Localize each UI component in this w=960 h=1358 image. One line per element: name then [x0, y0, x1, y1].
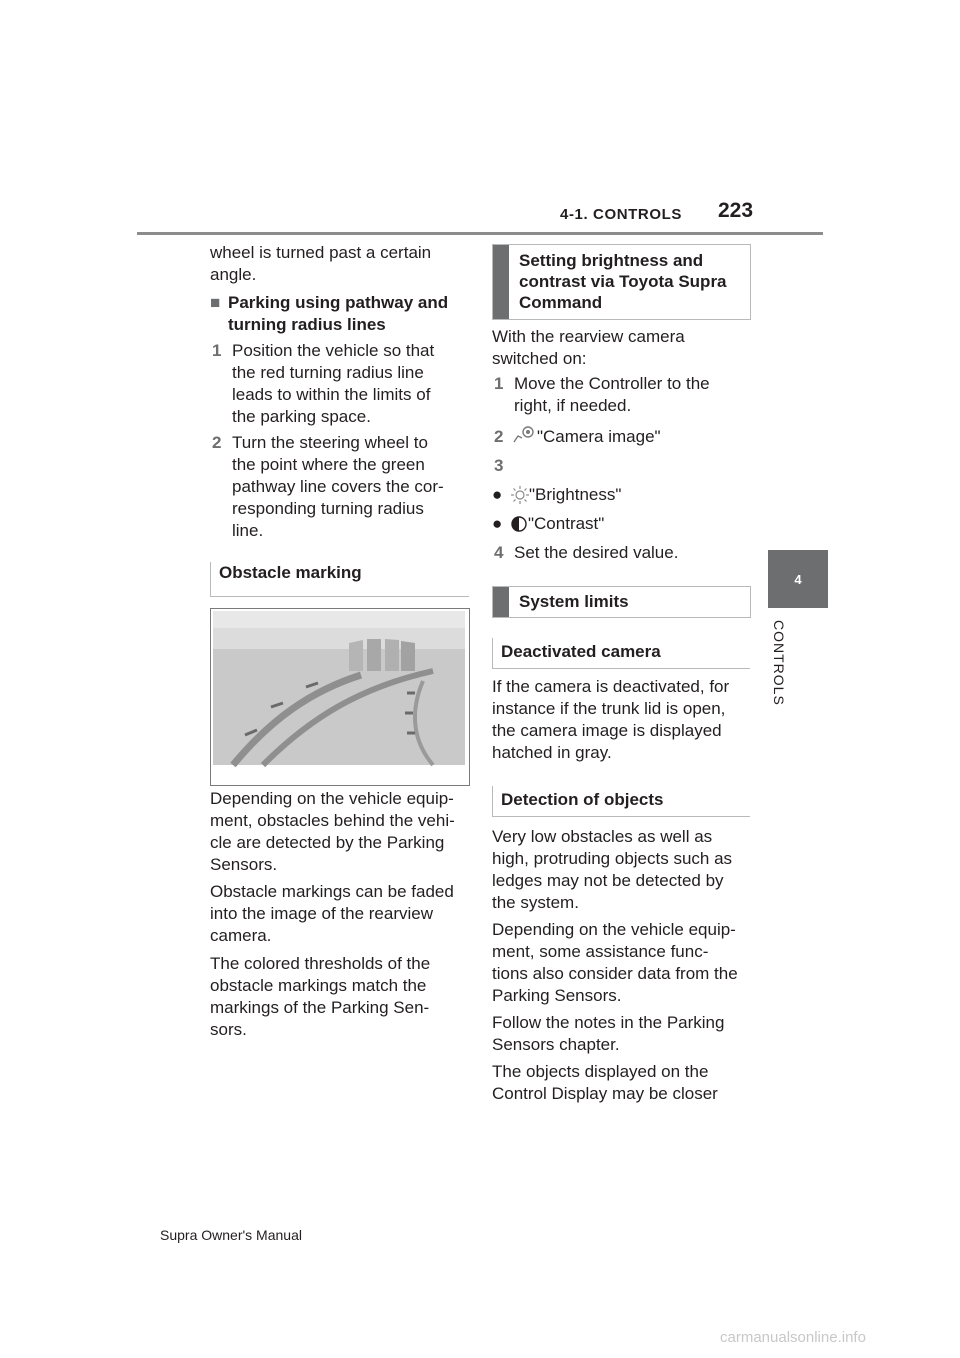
step1-line-3: leads to within the limits of — [232, 385, 431, 404]
page-number: 223 — [718, 199, 754, 222]
intro-line-2: angle. — [210, 265, 257, 284]
detection2-line-3: tions also consider data from the — [492, 964, 738, 983]
section-title: 4-1. CONTROLS — [560, 206, 682, 223]
r-step1-line-2: right, if needed. — [514, 396, 632, 415]
r-step2-text: "Camera image" — [537, 427, 661, 446]
subheading-marker: ■ — [210, 293, 221, 312]
intro-line-1: wheel is turned past a certain — [210, 243, 432, 262]
para1-line-2: ment, obstacles behind the vehi- — [210, 811, 455, 830]
para3-line-4: sors. — [210, 1020, 247, 1039]
para2-line-2: into the image of the rearview — [210, 904, 434, 923]
step-number-2: 2 — [212, 433, 222, 452]
step2-line-4: responding turning radius — [232, 499, 424, 518]
detection2-line-1: Depending on the vehicle equip- — [492, 920, 736, 939]
deactivated-line-2: instance if the trunk lid is open, — [492, 699, 726, 718]
r-step-number-2: 2 — [494, 427, 504, 446]
step2-line-1: Turn the steering wheel to — [232, 433, 428, 452]
brightness-heading-line-1: Setting brightness and — [519, 251, 704, 270]
rearview-camera-illustration — [210, 608, 470, 786]
header-rule — [137, 232, 823, 235]
bullet-marker-2: ● — [492, 514, 503, 533]
r-step1-line-1: Move the Controller to the — [514, 374, 710, 393]
detection4-line-2: Control Display may be closer — [492, 1084, 718, 1103]
bullet2-text: "Contrast" — [528, 514, 605, 533]
camera-image-icon — [512, 424, 536, 444]
para3-line-2: obstacle markings match the — [210, 976, 427, 995]
brightness-heading-line-2: contrast via Toyota Supra — [519, 272, 727, 291]
bullet1-text: "Brightness" — [529, 485, 622, 504]
deactivated-line-3: the camera image is displayed — [492, 721, 722, 740]
detection-of-objects-heading: Detection of objects — [492, 786, 750, 817]
system-limits-heading — [492, 586, 751, 618]
step1-line-4: the parking space. — [232, 407, 371, 426]
brightness-heading-line-3: Command — [519, 293, 603, 312]
footer-manual-title: Supra Owner's Manual — [160, 1227, 302, 1243]
step2-line-5: line. — [232, 521, 264, 540]
r-step-number-4: 4 — [494, 543, 504, 562]
para3-line-1: The colored thresholds of the — [210, 954, 431, 973]
chapter-tab-label: CONTROLS — [771, 620, 787, 706]
para3-line-3: markings of the Parking Sen- — [210, 998, 430, 1017]
heading-bar — [493, 587, 509, 617]
para2-line-1: Obstacle markings can be faded — [210, 882, 454, 901]
subheading-line-2: turning radius lines — [228, 315, 386, 334]
heading-bar — [493, 245, 509, 319]
subheading-line-1: Parking using pathway and — [228, 293, 449, 312]
para2-line-3: camera. — [210, 926, 272, 945]
step2-line-3: pathway line covers the cor- — [232, 477, 444, 496]
detection2-line-2: ment, some assistance func- — [492, 942, 709, 961]
step2-line-2: the point where the green — [232, 455, 425, 474]
detection3-line-2: Sensors chapter. — [492, 1035, 620, 1054]
with-camera-line-1: With the rearview camera — [492, 327, 685, 346]
with-camera-line-2: switched on: — [492, 349, 587, 368]
deactivated-line-1: If the camera is deactivated, for — [492, 677, 730, 696]
step-number-1: 1 — [212, 341, 222, 360]
step1-line-1: Position the vehicle so that — [232, 341, 435, 360]
detection4-line-1: The objects displayed on the — [492, 1062, 709, 1081]
detection1-line-3: ledges may not be detected by — [492, 871, 724, 890]
deactivated-line-4: hatched in gray. — [492, 743, 612, 762]
detection1-line-2: high, protruding objects such as — [492, 849, 733, 868]
para1-line-3: cle are detected by the Parking — [210, 833, 445, 852]
detection1-line-4: the system. — [492, 893, 579, 912]
step1-line-2: the red turning radius line — [232, 363, 424, 382]
detection2-line-4: Parking Sensors. — [492, 986, 622, 1005]
r-step-number-3: 3 — [494, 456, 504, 475]
detection1-line-1: Very low obstacles as well as — [492, 827, 713, 846]
detection3-line-1: Follow the notes in the Parking — [492, 1013, 725, 1032]
bullet-marker-1: ● — [492, 485, 503, 504]
para1-line-1: Depending on the vehicle equip- — [210, 789, 454, 808]
chapter-tab: 4 — [768, 550, 828, 608]
camera-view-graphic — [211, 609, 467, 783]
obstacle-marking-heading: Obstacle marking — [210, 562, 469, 597]
brightness-icon — [510, 485, 530, 505]
r-step-number-1: 1 — [494, 374, 504, 393]
brightness-contrast-heading — [492, 244, 751, 320]
r-step4-text: Set the desired value. — [514, 543, 679, 562]
contrast-icon — [510, 515, 528, 533]
deactivated-camera-heading: Deactivated camera — [492, 638, 750, 669]
para1-line-4: Sensors. — [210, 855, 278, 874]
system-limits-heading-text: System limits — [519, 592, 629, 611]
watermark: carmanualsonline.info — [720, 1329, 866, 1346]
